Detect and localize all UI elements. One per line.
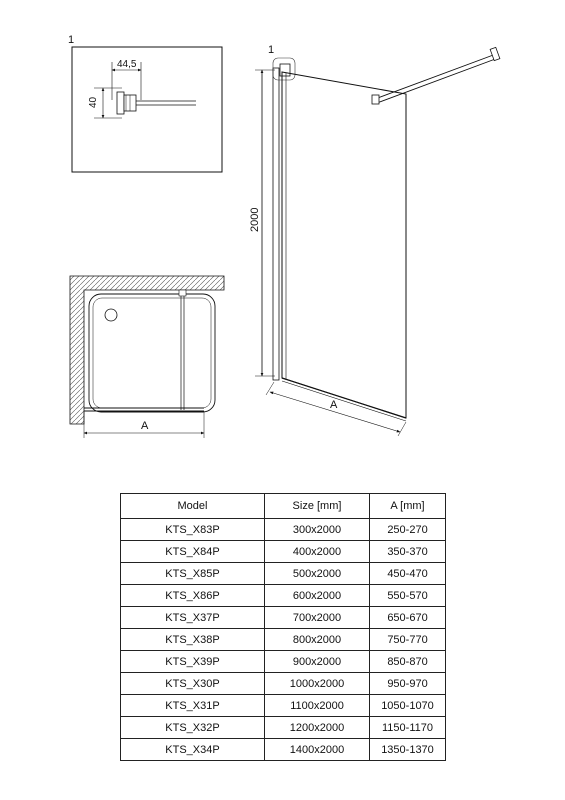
cell-size: 400x2000 xyxy=(265,541,370,563)
table-row xyxy=(121,695,446,717)
cell-a: 1050-1070 xyxy=(370,695,446,717)
cell-size: 1400x2000 xyxy=(265,739,370,761)
cell-a: 750-770 xyxy=(370,629,446,651)
table-header-row xyxy=(121,494,446,519)
cell-model: KTS_X37P xyxy=(121,607,265,629)
cell-a: 1150-1170 xyxy=(370,717,446,739)
detail-height-label: 40 xyxy=(88,96,99,108)
table-row xyxy=(121,717,446,739)
cell-a: 550-570 xyxy=(370,585,446,607)
col-header-model: Model xyxy=(121,494,265,519)
cell-a: 450-470 xyxy=(370,563,446,585)
cell-a: 850-870 xyxy=(370,651,446,673)
cell-size: 500x2000 xyxy=(265,563,370,585)
cell-a: 350-370 xyxy=(370,541,446,563)
col-header-a: A [mm] xyxy=(370,494,446,519)
elevation-view xyxy=(249,44,500,436)
elevation-height-label: 2000 xyxy=(249,207,261,232)
glass-panel xyxy=(282,72,406,418)
shower-tray xyxy=(89,294,215,412)
cell-model: KTS_X34P xyxy=(121,739,265,761)
table-row xyxy=(121,563,446,585)
detail-label: 1 xyxy=(68,34,75,46)
plan-width-label: A xyxy=(141,420,149,432)
detail-view xyxy=(68,34,222,172)
drain xyxy=(105,309,117,321)
cell-size: 1200x2000 xyxy=(265,717,370,739)
elevation-detail-label: 1 xyxy=(268,44,275,56)
cell-size: 900x2000 xyxy=(265,651,370,673)
spec-table xyxy=(120,493,446,761)
table-row xyxy=(121,519,446,541)
table-body xyxy=(121,519,446,761)
cell-size: 300x2000 xyxy=(265,519,370,541)
table-row xyxy=(121,739,446,761)
cell-size: 1000x2000 xyxy=(265,673,370,695)
plan-view xyxy=(70,276,224,438)
bracket-detail xyxy=(117,92,196,114)
cell-model: KTS_X84P xyxy=(121,541,265,563)
col-header-size: Size [mm] xyxy=(265,494,370,519)
table-row xyxy=(121,585,446,607)
cell-size: 1100x2000 xyxy=(265,695,370,717)
cell-a: 650-670 xyxy=(370,607,446,629)
cell-model: KTS_X39P xyxy=(121,651,265,673)
cell-a: 950-970 xyxy=(370,673,446,695)
cell-size: 700x2000 xyxy=(265,607,370,629)
cell-model: KTS_X32P xyxy=(121,717,265,739)
cell-model: KTS_X83P xyxy=(121,519,265,541)
elevation-width-label: A xyxy=(330,399,338,411)
cell-model: KTS_X85P xyxy=(121,563,265,585)
table-row xyxy=(121,651,446,673)
table-row xyxy=(121,541,446,563)
cell-a: 250-270 xyxy=(370,519,446,541)
cell-model: KTS_X31P xyxy=(121,695,265,717)
table-row xyxy=(121,673,446,695)
table-row xyxy=(121,629,446,651)
table-row xyxy=(121,607,446,629)
cell-model: KTS_X86P xyxy=(121,585,265,607)
cell-size: 800x2000 xyxy=(265,629,370,651)
wall-profile xyxy=(273,68,279,380)
detail-width-label: 44,5 xyxy=(117,59,137,70)
detail-frame xyxy=(72,47,222,172)
support-bar xyxy=(375,54,496,99)
cell-model: KTS_X30P xyxy=(121,673,265,695)
cell-a: 1350-1370 xyxy=(370,739,446,761)
cell-model: KTS_X38P xyxy=(121,629,265,651)
cell-size: 600x2000 xyxy=(265,585,370,607)
